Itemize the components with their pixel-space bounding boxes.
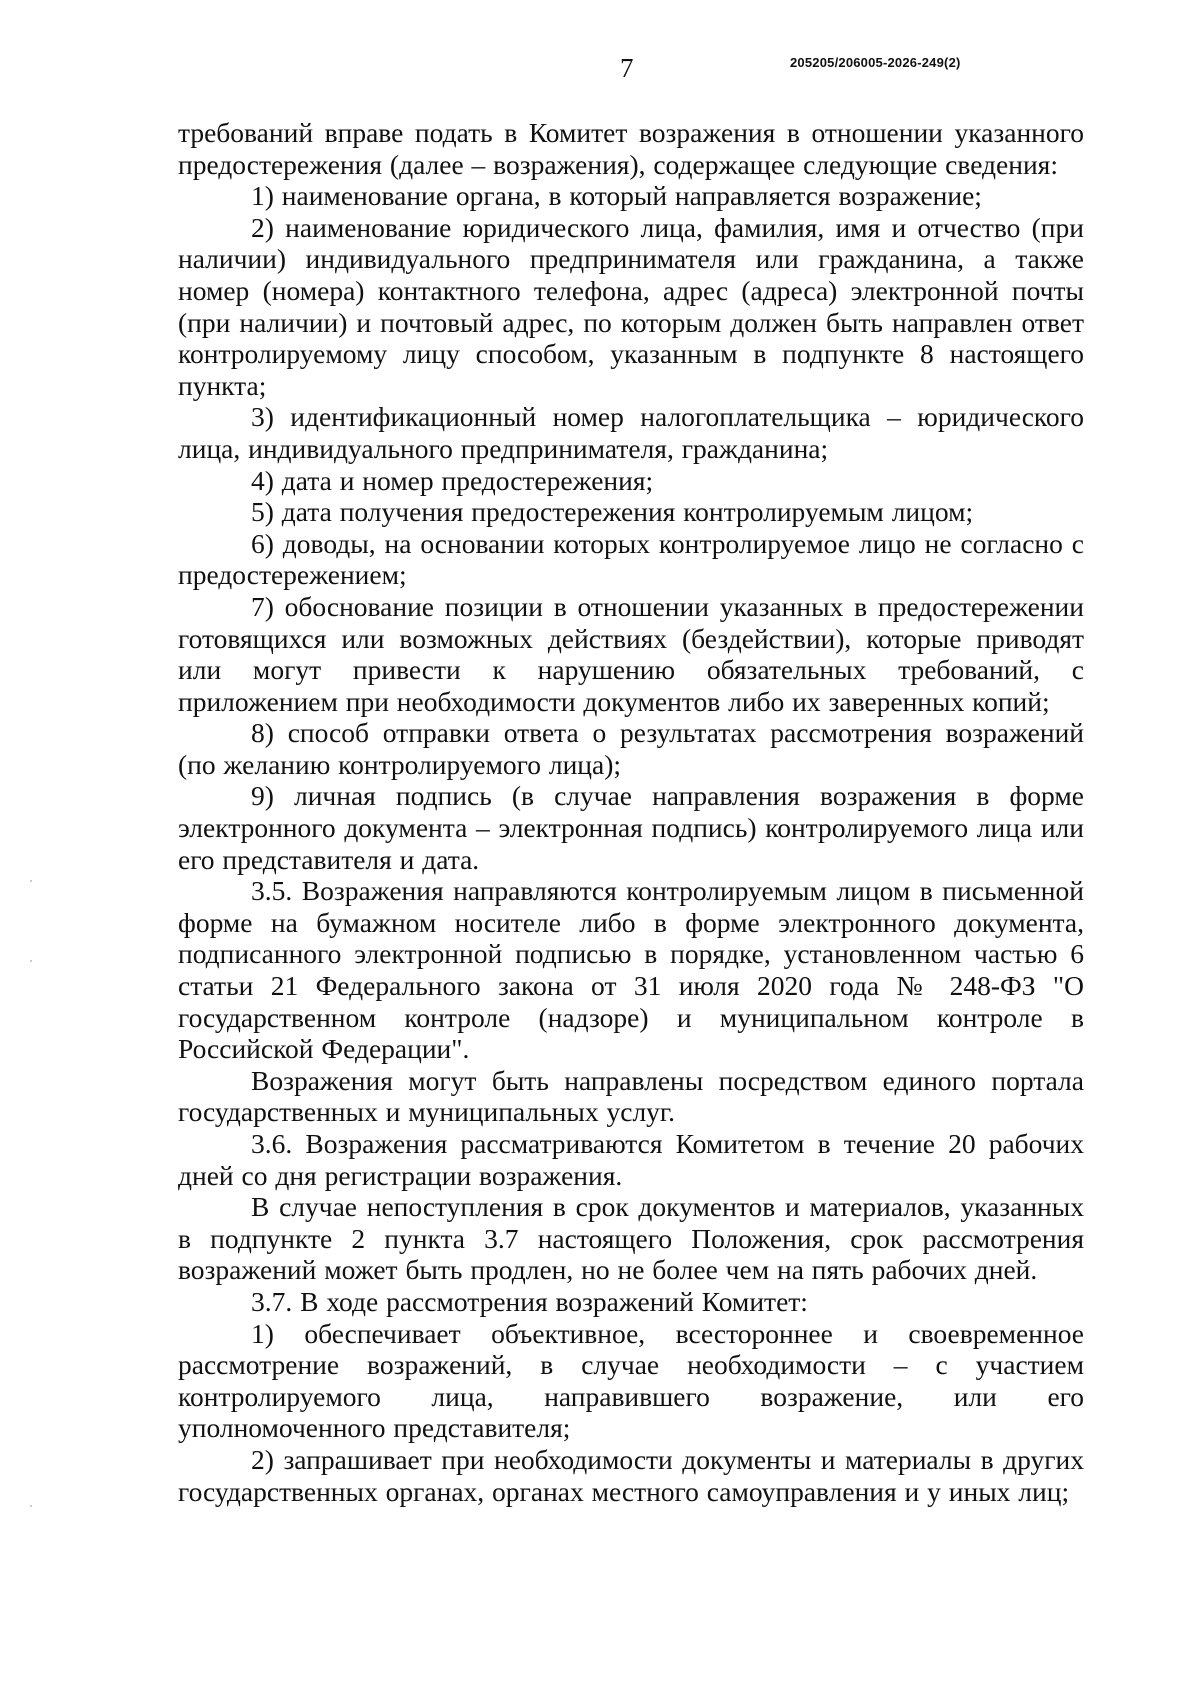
list-item-2: 2) наименование юридического лица, фамилия, имя и отчество (при наличии) индивидуального предпринимателя или гражданина, а также номер (номера) контактного телефона, адрес (адреса) электронной почты (при наличии) и почтовый адрес, по которым должен быть направлен ответ контролируемому лицу способом, указанным в подпункте 8 настоящего пункта; <box>178 211 1084 401</box>
scan-artifact <box>30 880 32 882</box>
document-body <box>178 117 1084 1507</box>
clause-3-7: 3.7. В ходе рассмотрения возражений Комитет: <box>251 1285 808 1317</box>
document-registration-code: 205205/206005-2026-249(2) <box>790 55 961 70</box>
scan-artifact <box>30 960 32 962</box>
clause-3-6: 3.6. Возражения рассматриваются Комитетом в течение 20 рабочих дней со дня регистрации возражения. <box>178 1128 1084 1191</box>
list-item-9: 9) личная подпись (в случае направления возражения в форме электронного документа – электронная подпись) контролируемого лица или его представителя и дата. <box>178 780 1084 875</box>
page-number: 7 <box>620 53 634 83</box>
list-item-1: 1) наименование органа, в который направляется возражение; <box>251 180 982 212</box>
clause-3-7-item-1: 1) обеспечивает объективное, всестороннее и своевременное рассмотрение возражений, в случае необходимости – с участием контролируемого лица, направившего возражение, или его уполномоченного представителя; <box>178 1317 1084 1444</box>
list-item-8: 8) способ отправки ответа о результатах рассмотрения возражений (по желанию контролируемого лица); <box>178 717 1084 780</box>
scan-artifact <box>30 1505 32 1507</box>
list-item-5: 5) дата получения предостережения контролируемым лицом; <box>251 496 974 528</box>
list-item-6: 6) доводы, на основании которых контролируемое лицо не согласно с предостережением; <box>178 527 1084 591</box>
list-item-3: 3) идентификационный номер налогоплательщика – юридического лица, индивидуального предпринимателя, гражданина; <box>178 401 1084 464</box>
clause-3-5: 3.5. Возражения направляются контролируемым лицом в письменной форме на бумажном носителе либо в форме электронного документа, подписанного электронной подписью в порядке, установленном частью 6 статьи 21 Федерального закона от 31 июля 2020 года № 248-ФЗ "О государственном контроле (надзоре) и муниципальном контроле в Российской Федерации". <box>178 875 1084 1065</box>
clause-3-7-item-2: 2) запрашивает при необходимости документы и материалы в других государственных органах, органах местного самоуправления и у иных лиц; <box>178 1443 1084 1507</box>
paragraph-continuation: требований вправе подать в Комитет возражения в отношении указанного предостережения (далее – возражения), содержащее следующие сведения: <box>178 117 1084 180</box>
list-item-4: 4) дата и номер предостережения; <box>251 464 654 496</box>
clause-3-5-portal: Возражения могут быть направлены посредством единого портала государственных и муниципальных услуг. <box>178 1064 1084 1128</box>
list-item-7: 7) обоснование позиции в отношении указанных в предостережении готовящихся или возможных действиях (бездействии), которые приводят или могут привести к нарушению обязательных требований, с приложением при необходимости документов либо их заверенных копий; <box>178 590 1084 717</box>
clause-3-6-extension: В случае непоступления в срок документов и материалов, указанных в подпункте 2 пункта 3.7 настоящего Положения, срок рассмотрения возражений может быть продлен, но не более чем на пять рабочих дней. <box>178 1191 1084 1286</box>
